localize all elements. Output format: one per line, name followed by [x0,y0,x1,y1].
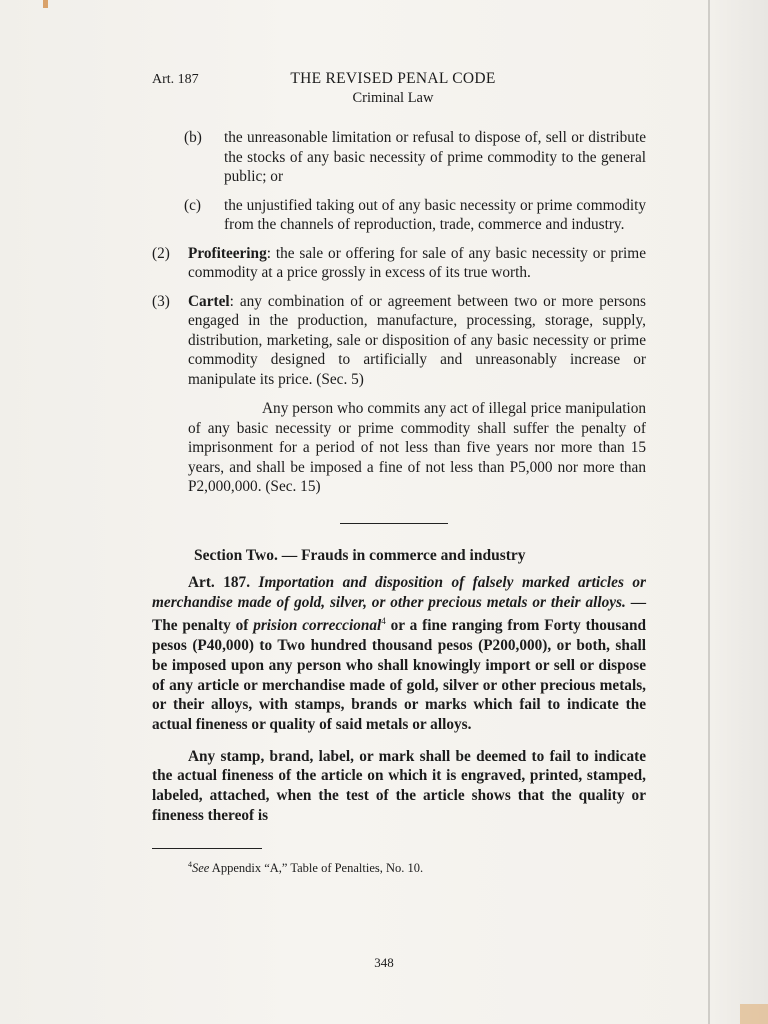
section-heading: Section Two. — Frauds in commerce and industry [194,546,526,564]
item-label: (c) [184,196,201,214]
item-text [188,292,646,390]
page-body [152,128,646,878]
section-divider [340,523,448,524]
article-number: Art. 187. [188,574,251,591]
corner-stain [740,1004,768,1024]
article-reference: Art. 187 [152,72,199,87]
item-label: (3) [152,292,170,310]
footnote-see: See [192,860,210,875]
running-header [0,70,768,110]
article-187-paragraph [152,573,646,735]
penalty-paragraph: Any person who commits any act of illegal price manipulation of any basic necessity or prime commodity shall suffer the penalty of imprisonment for a period of not less than five years nor more than 15 years, and shall be imposed a fine of not less than P5,000 nor more than P2,000,000. (Sec. 15) [188,400,646,495]
item-text [188,244,646,283]
list-item-2 [152,244,646,283]
article-187-paragraph-2: Any stamp, brand, label, or mark shall be deemed to fail to indicate the actual fineness of the article on which it is engraved, printed, stamped, labeled, attached, when the test of the article shows that the quality or fineness thereof is [152,747,646,824]
book-subtitle: Criminal Law [352,90,434,106]
footnote-divider [152,848,262,849]
penalty-term: prision correccional [253,617,382,635]
definition: : any combination of or agreement between two or more persons engaged in the production, manufacture, processing, storage, supply, distribution, marketing, sale or disposition of any basic necessity or prime commodity designed to artificially and unreasonably increase or manipulate its price. (Sec. 5) [188,292,646,388]
page-number: 348 [374,955,394,970]
footnote-number: 4 [188,859,192,869]
item-label: (b) [184,129,202,146]
item-text: the unreasonable limitation or refusal to dispose of, sell or distribute the stocks of any basic necessity of prime commodity to the general public; or [224,129,646,185]
corner-mark [43,0,48,8]
page-spine [708,0,710,1024]
definition: : the sale or offering for sale of any basic necessity or prime commodity at a price grossly in excess of its true worth. [188,244,646,281]
list-item-c [184,196,646,235]
list-item-b [184,128,646,187]
term-profiteering: Profiteering [188,244,267,262]
item-text: the unjustified taking out of any basic necessity or prime commodity from the channels of reproduction, trade, commerce and industry. [224,196,646,233]
article-title: Importation and disposition of falsely marked articles or merchandise made of gold, silver, or other precious metals or their alloys. [152,574,646,611]
list-item-3 [152,292,646,390]
term-cartel: Cartel [188,292,230,310]
footnote-text: Appendix “A,” Table of Penalties, No. 10. [209,860,424,875]
article-body: or a fine ranging from Forty thousand pesos (P40,000) to Two hundred thousand pesos (P200,000), or both, shall be imposed upon any person who shall knowingly import or sell or dispose of any article or merchandise made of gold, silver or other precious metals, or their alloys, with stamps, brands or marks which fail to indicate the actual fineness or quality of said metals or alloys. [152,617,646,734]
article-dash: — The penalty of [152,593,646,635]
book-title: THE REVISED PENAL CODE [290,70,496,87]
item-label: (2) [152,244,170,262]
footnote [188,855,646,879]
footnote-marker[interactable]: 4 [381,616,386,627]
